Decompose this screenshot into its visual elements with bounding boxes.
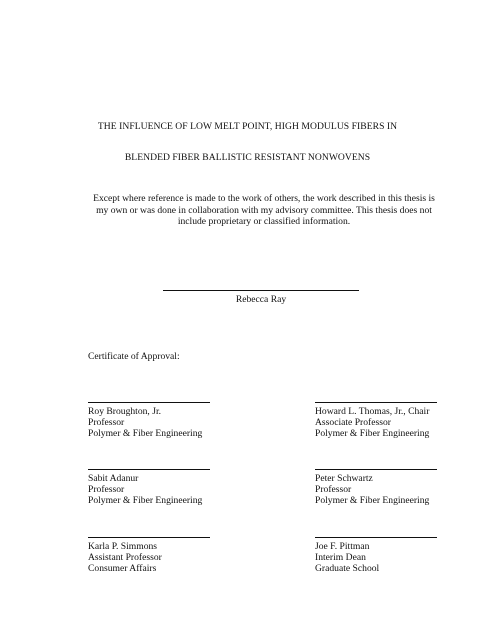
- signature-block-pittman: [315, 537, 440, 575]
- author-signature-line: [163, 290, 359, 291]
- signature-block-broughton: [88, 402, 213, 440]
- signer-department: Consumer Affairs: [88, 563, 157, 575]
- signer-name: Howard L. Thomas, Jr., Chair: [315, 406, 430, 417]
- signature-line: [88, 537, 210, 538]
- signer-department: Polymer & Fiber Engineering: [88, 495, 203, 507]
- signature-block-thomas: [315, 402, 440, 440]
- signature-block-schwartz: [315, 469, 440, 507]
- signature-block-adanur: [88, 469, 213, 507]
- signer-role: Professor: [88, 484, 125, 496]
- signer-department: Polymer & Fiber Engineering: [315, 495, 430, 507]
- signer-role: Assistant Professor: [88, 552, 162, 564]
- signature-line: [88, 402, 210, 403]
- signer-name: Sabit Adanur: [88, 473, 139, 484]
- signature-line: [315, 469, 437, 470]
- signature-line: [88, 469, 210, 470]
- signer-role: Professor: [88, 417, 125, 429]
- originality-statement: Except where reference is made to the work of others, the work described in this thesis is my own or was done in collaboration with my advisory committee. This thesis does not include proprietary or classified information.: [93, 193, 435, 227]
- thesis-title-line-1: THE INFLUENCE OF LOW MELT POINT, HIGH MODULUS FIBERS IN: [97, 121, 398, 132]
- signer-name: Peter Schwartz: [315, 473, 373, 484]
- signer-department: Polymer & Fiber Engineering: [315, 428, 430, 440]
- thesis-title-line-2: BLENDED FIBER BALLISTIC RESISTANT NONWOVENS: [124, 152, 371, 163]
- signer-department: Graduate School: [315, 563, 380, 575]
- signer-department: Polymer & Fiber Engineering: [88, 428, 203, 440]
- signer-role: Interim Dean: [315, 552, 366, 564]
- signer-name: Joe F. Pittman: [315, 541, 370, 552]
- signature-block-simmons: [88, 537, 213, 575]
- signer-name: Karla P. Simmons: [88, 541, 158, 552]
- author-name: Rebecca Ray: [235, 294, 287, 305]
- signer-name: Roy Broughton, Jr.: [88, 406, 162, 417]
- signer-role: Associate Professor: [315, 417, 391, 429]
- signer-role: Professor: [315, 484, 352, 496]
- certificate-of-approval-label: Certificate of Approval:: [88, 351, 180, 362]
- signature-line: [315, 402, 437, 403]
- signature-line: [315, 537, 437, 538]
